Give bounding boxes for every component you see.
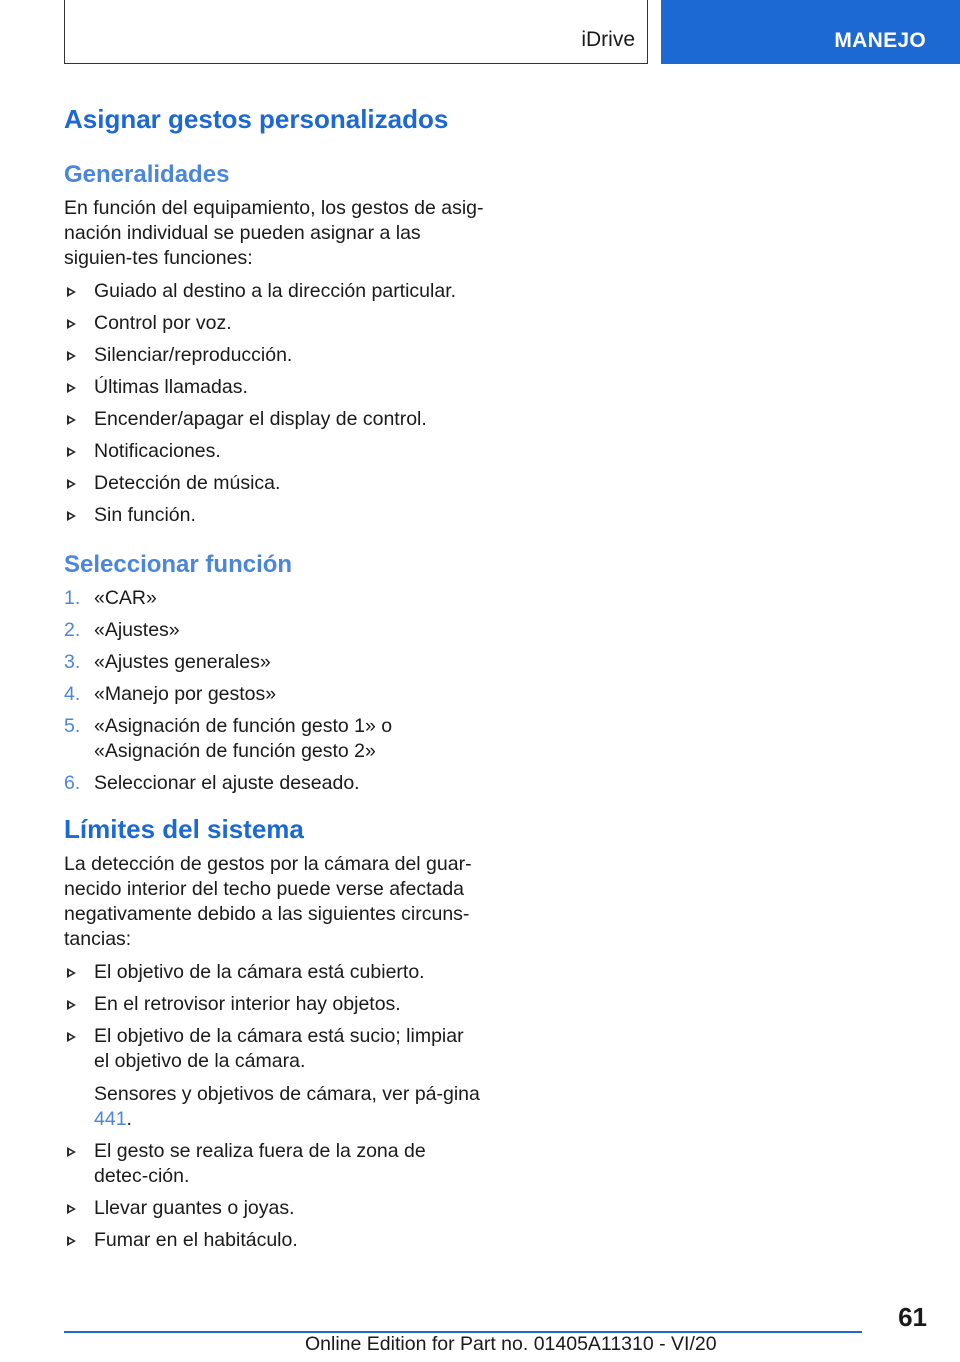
step-item <box>64 586 484 611</box>
list-item: Silenciar/reproducción. <box>64 343 484 368</box>
main-content <box>64 102 484 1263</box>
step-text: «Ajustes» <box>94 619 180 641</box>
limits-heading: Límites del sistema <box>64 814 304 844</box>
limits-list <box>64 960 484 1253</box>
list-item: Llevar guantes o joyas. <box>64 1196 484 1221</box>
list-item: En el retrovisor interior hay objetos. <box>64 992 484 1017</box>
step-text: «Manejo por gestos» <box>94 683 277 705</box>
list-item: Control por voz. <box>64 311 484 336</box>
page-title: Asignar gestos personalizados <box>64 104 449 134</box>
general-function-list <box>64 279 484 528</box>
step-text: «CAR» <box>94 587 157 609</box>
page-number: 61 <box>898 1302 927 1332</box>
list-item: Notificaciones. <box>64 439 484 464</box>
step-number: 1. <box>64 587 81 609</box>
list-item <box>64 1024 484 1132</box>
page-link[interactable]: 441 <box>94 1108 127 1130</box>
step-number: 6. <box>64 772 81 794</box>
step-text: «Ajustes generales» <box>94 651 271 673</box>
list-item-text: El objetivo de la cámara está sucio; limpiar el objetivo de la cámara. <box>94 1025 464 1072</box>
step-item <box>64 618 484 643</box>
list-item: Últimas llamadas. <box>64 375 484 400</box>
step-item <box>64 650 484 675</box>
list-item: Detección de música. <box>64 471 484 496</box>
header-section-box <box>64 0 648 64</box>
step-number: 2. <box>64 619 81 641</box>
general-heading: Generalidades <box>64 161 230 188</box>
step-text: Seleccionar el ajuste deseado. <box>94 772 360 794</box>
list-item: Fumar en el habitáculo. <box>64 1228 484 1253</box>
cross-reference-note <box>94 1082 484 1132</box>
step-item <box>64 714 484 764</box>
header-chapter-label: MANEJO <box>834 29 926 52</box>
step-number: 4. <box>64 683 81 705</box>
list-item: El objetivo de la cámara está cubierto. <box>64 960 484 985</box>
note-text: Sensores y objetivos de cámara, ver pá-gina <box>94 1083 480 1105</box>
list-item: Guiado al destino a la dirección particular. <box>64 279 484 304</box>
list-item: El gesto se realiza fuera de la zona de detec-ción. <box>64 1139 484 1189</box>
step-item <box>64 771 484 796</box>
step-item <box>64 682 484 707</box>
list-item: Encender/apagar el display de control. <box>64 407 484 432</box>
footer-edition: Online Edition for Part no. 01405A11310 - VI/20 <box>305 1333 717 1355</box>
step-number: 3. <box>64 651 81 673</box>
step-number: 5. <box>64 715 81 737</box>
header-chapter-tab <box>661 0 960 64</box>
note-end: . <box>126 1108 132 1130</box>
select-steps-list <box>64 586 484 796</box>
general-intro: En función del equipamiento, los gestos de asig-nación individual se pueden asignar a las siguien-tes funciones: <box>64 197 484 269</box>
header-section-label: iDrive <box>581 28 635 51</box>
list-item: Sin función. <box>64 503 484 528</box>
limits-intro: La detección de gestos por la cámara del guar-necido interior del techo puede verse afectada negativamente debido a las siguientes circuns-tancias: <box>64 853 472 950</box>
step-text: «Asignación de función gesto 1» o «Asignación de función gesto 2» <box>94 715 393 762</box>
select-heading: Seleccionar función <box>64 551 293 578</box>
